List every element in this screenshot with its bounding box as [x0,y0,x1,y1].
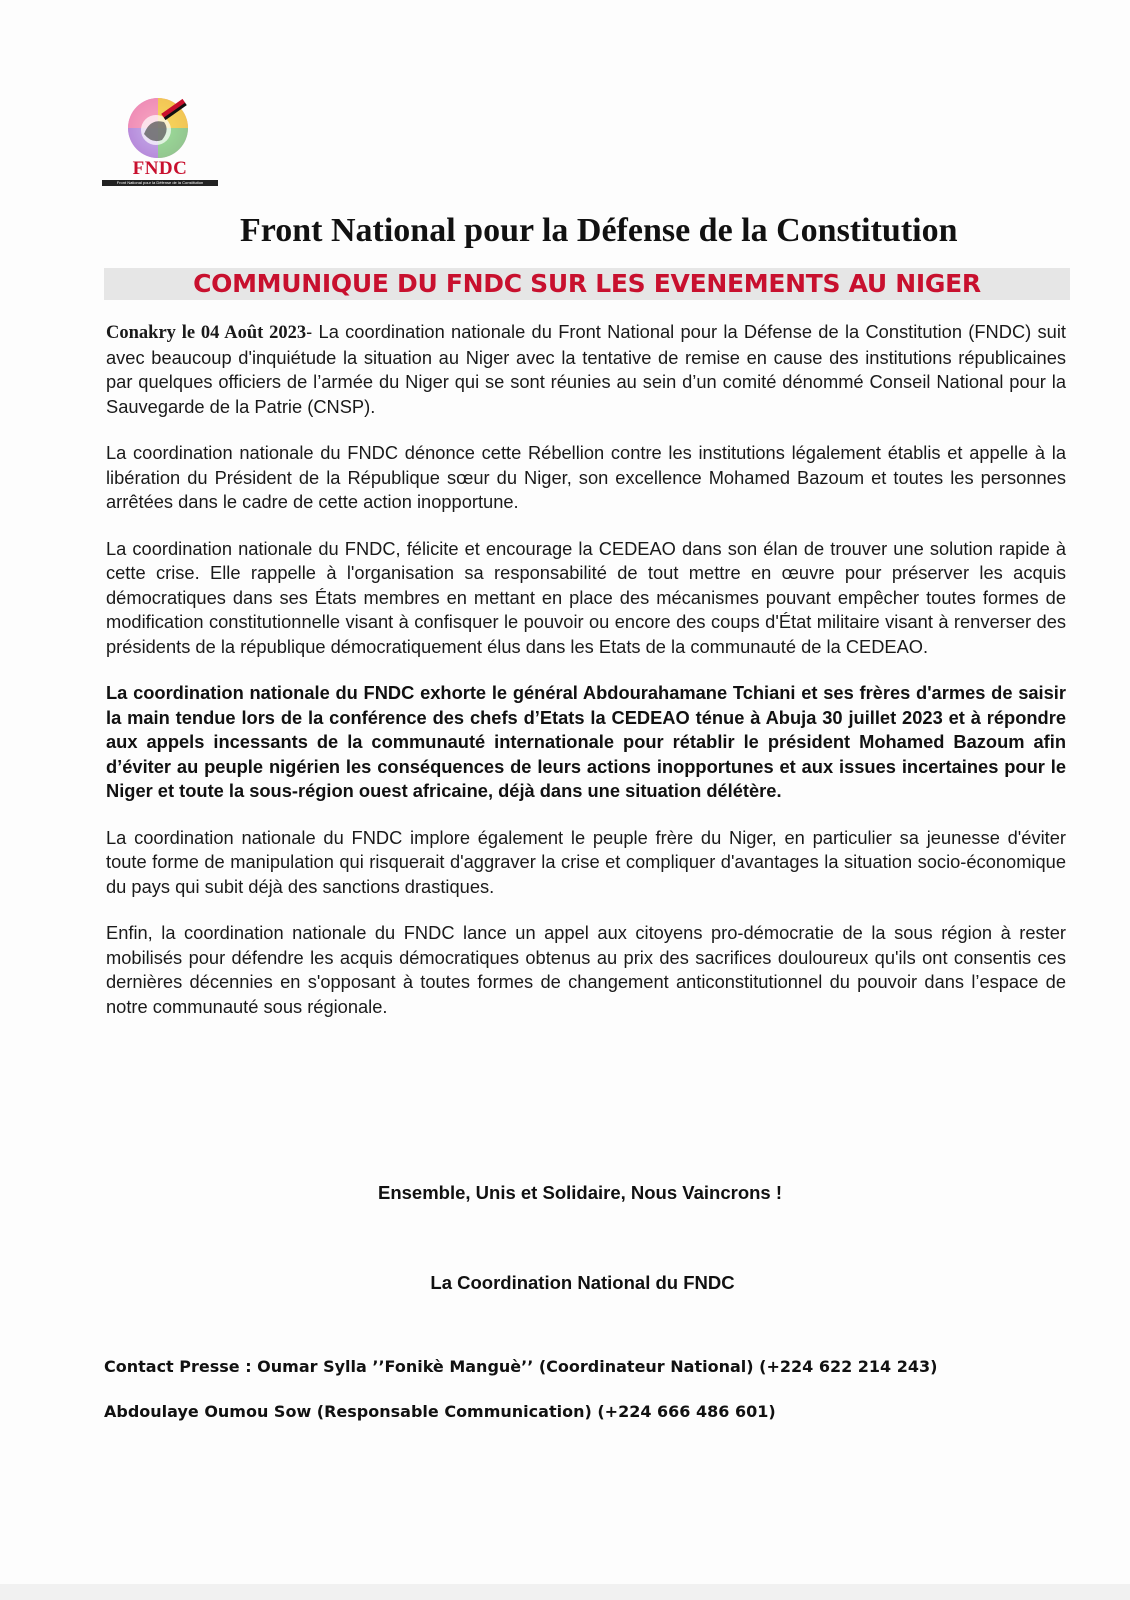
fndc-logo [100,96,220,196]
page-bottom-edge [0,1584,1130,1600]
paragraph-1 [106,320,1066,419]
communique-title: COMMUNIQUE DU FNDC SUR LES EVENEMENTS AU NIGER [193,269,981,298]
logo-subtitle: Front National pour la Défense de la Constitution [102,180,218,186]
communique-body [106,320,1066,1041]
logo-wordmark: FNDC [132,158,188,179]
slogan: Ensemble, Unis et Solidaire, Nous Vaincrons ! [377,1182,783,1203]
paragraph-6: Enfin, la coordination nationale du FNDC lance un appel aux citoyens pro-démocratie de la sous région à rester mobilisés pour défendre les acquis démocratiques obtenus au prix des sacrifices douloureux qu'ils ont consentis ces dernières décennies en s'opposant à toutes formes de changement anticonstitutionnel du pouvoir dans l’espace de notre communauté sous régionale. [106,922,1066,1017]
press-contact-line-1: Contact Presse : Oumar Sylla ’’Fonikè Manguè’’ (Coordinateur National) (+224 622 214 243) [104,1357,938,1376]
title-banner [104,268,1070,300]
paragraph-1-text: - La coordination nationale du Front National pour la Défense de la Constitution (FNDC) suit avec beaucoup d'inquiétude la situation au Niger avec la tentative de remise en cause des institutions républicaines par quelques officiers de l’armée du Niger qui se sont réunies au sein d’un comité dénommé Conseil National pour la Sauvegarde de la Patrie (CNSP). [106,321,1066,417]
paragraph-5: La coordination nationale du FNDC implore également le peuple frère du Niger, en particulier sa jeunesse d'éviter toute forme de manipulation qui risquerait d'aggraver la crise et compliquer d'avantages la situation socio-économique du pays qui subit déjà des sanctions drastiques. [106,826,1066,897]
signature: La Coordination National du FNDC [430,1272,735,1293]
press-contact-line-2: Abdoulaye Oumou Sow (Responsable Communication) (+224 666 486 601) [104,1402,776,1421]
dateline: Conakry le 04 Août 2023 [106,323,307,343]
organization-title: Front National pour la Défense de la Constitution [240,212,958,249]
paragraph-4: La coordination nationale du FNDC exhorte le général Abdourahamane Tchiani et ses frères d'armes de saisir la main tendue lors de la conférence des chefs d’Etats la CEDEAO ténue à Abuja 30 juillet 2023 et à répondre aux appels incessants de la communauté internationale pour rétablir le président Mohamed Bazoum afin d’éviter au peuple nigérien les conséquences de leurs actions inopportunes et aux issues incertaines pour le Niger et toute la sous-région ouest africaine, déjà dans une situation délétère. [106,682,1066,801]
paragraph-2: La coordination nationale du FNDC dénonce cette Rébellion contre les institutions légalement établis et appelle à la libération du Président de la République sœur du Niger, son excellence Mohamed Bazoum et toutes les personnes arrêtées dans le cadre de cette action inopportune. [106,442,1066,512]
paragraph-3: La coordination nationale du FNDC, félicite et encourage la CEDEAO dans son élan de trouver une solution rapide à cette crise. Elle rappelle à l'organisation sa responsabilité de tout mettre en œuvre pour préserver les acquis démocratiques dans ses États membres en mettant en place des mécanismes pouvant empêcher toutes formes de modification constitutionnelle visant à confisquer le pouvoir ou encore des coups d'État militaire visant à renverser des présidents de la république démocratiquement élus dans les Etats de la communauté de la CEDEAO. [106,537,1066,657]
